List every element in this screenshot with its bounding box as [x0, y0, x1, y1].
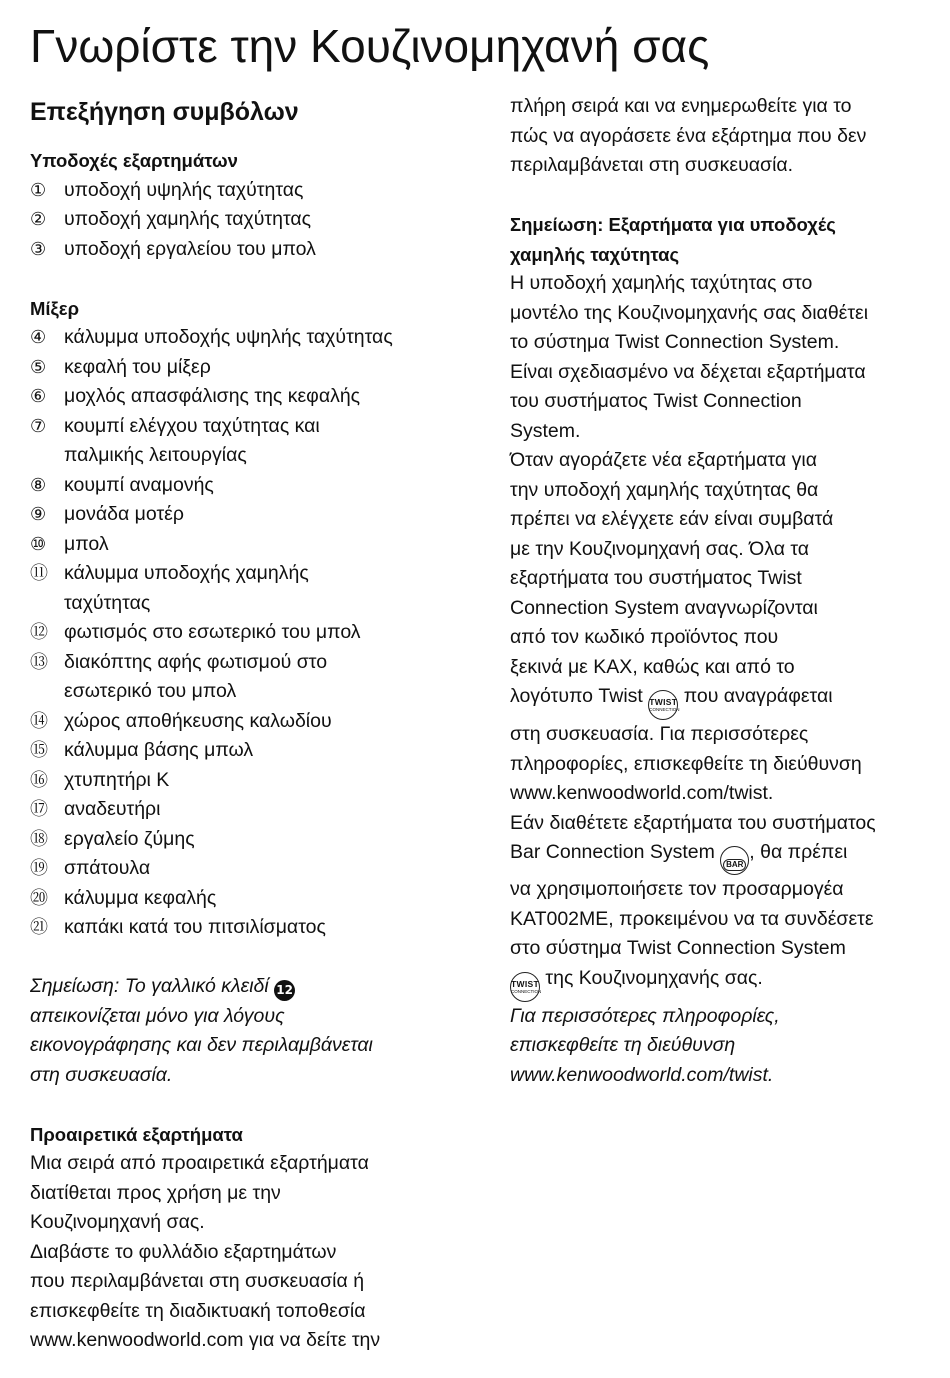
- more-info-note: [510, 1002, 935, 1091]
- item-number-icon: ⑱: [30, 828, 48, 850]
- page-title: Γνωρίστε την Κουζινομηχανή σας: [30, 20, 710, 72]
- list-item: [30, 500, 470, 530]
- text-fragment: της Κουζινομηχανής σας.: [545, 966, 763, 989]
- text-line: Κουζινομηχανή σας.: [30, 1211, 205, 1233]
- item-number-icon: ⑥: [30, 386, 47, 407]
- list-item: [30, 382, 470, 412]
- item-label: εργαλείο ζύμης: [64, 827, 195, 850]
- item-label: σπάτουλα: [64, 857, 151, 879]
- low-speed-note-title: [510, 210, 935, 269]
- text-fragment: που αναγράφεται: [683, 685, 833, 707]
- note-title-line: χαμηλής ταχύτητας: [510, 243, 680, 265]
- list-item: [30, 412, 470, 471]
- text-line: που περιλαμβάνεται στη συσκευασία ή: [30, 1270, 365, 1292]
- text-line: πώς να αγοράσετε ένα εξάρτημα που δεν: [510, 124, 867, 147]
- item-number-icon: ③: [30, 238, 47, 260]
- twist-paragraph: [510, 269, 935, 1002]
- text-line: www.kenwoodworld.com/twist.: [510, 782, 774, 804]
- item-number-icon: ⑳: [30, 887, 48, 909]
- text-line: Διαβάστε το φυλλάδιο εξαρτημάτων: [30, 1240, 337, 1263]
- item-number-icon: ⑯: [30, 769, 48, 791]
- item-label: μονάδα μοτέρ: [64, 503, 184, 525]
- list-item: [30, 736, 470, 766]
- item-label: μπολ: [64, 532, 109, 555]
- twist-connection-logo-icon: TWIST CONNECTION: [648, 690, 678, 720]
- item-label: μοχλός απασφάλισης της κεφαλής: [64, 385, 361, 407]
- text-line: Είναι σχεδιασμένο να δέχεται εξαρτήματα: [510, 360, 866, 383]
- item-number-icon: ㉑: [30, 917, 48, 938]
- item-number-icon: ⑬: [30, 651, 48, 673]
- text-line: Για περισσότερες πληροφορίες,: [510, 1004, 780, 1027]
- list-item: [30, 795, 470, 825]
- number-12-badge-icon: 12: [274, 980, 295, 1001]
- intro-text: [510, 92, 935, 181]
- section-outlets-title: Υποδοχές εξαρτημάτων: [30, 150, 238, 171]
- list-item: [30, 884, 470, 914]
- bar-connection-logo-icon: BAR: [720, 846, 749, 875]
- item-label: διακόπτης αφής φωτισμού στο: [64, 650, 328, 673]
- text-fragment: , θα πρέπει: [749, 841, 848, 863]
- item-label: κεφαλή του μίξερ: [64, 355, 211, 378]
- text-line: Όταν αγοράζετε νέα εξαρτήματα για: [510, 449, 817, 471]
- item-number-icon: ⑧: [30, 474, 47, 496]
- text-line: Εάν διαθέτετε εξαρτήματα του συστήματος: [510, 811, 876, 834]
- item-number-icon: ⑲: [30, 858, 48, 879]
- item-label: κάλυμμα βάσης μπωλ: [64, 739, 254, 761]
- spanner-note-line: εικονογράφησης και δεν περιλαμβάνεται: [30, 1034, 373, 1056]
- item-number-icon: ②: [30, 209, 47, 230]
- text-line: να χρησιμοποιήσετε τον προσαρμογέα: [510, 878, 844, 900]
- right-column: [510, 92, 935, 1090]
- item-number-icon: ⑨: [30, 504, 47, 525]
- list-item: [30, 707, 470, 737]
- item-number-icon: ⑭: [30, 710, 48, 732]
- item-label: κάλυμμα υποδοχής χαμηλής: [64, 562, 309, 584]
- text-line: μοντέλο της Κουζινομηχανής σας διαθέτει: [510, 301, 869, 324]
- spanner-note-line: στη συσκευασία.: [30, 1063, 173, 1086]
- list-item: [30, 559, 470, 618]
- item-label: χτυπητήρι K: [64, 768, 170, 791]
- note-title-line: Σημείωση: Εξαρτήματα για υποδοχές: [510, 214, 836, 235]
- item-label: καπάκι κατά του πιτσιλίσματος: [64, 916, 326, 938]
- text-line: Connection System αναγνωρίζονται: [510, 596, 818, 619]
- item-label: κουμπί ελέγχου ταχύτητας και: [64, 414, 320, 437]
- list-item: [30, 618, 470, 648]
- list-item: [30, 648, 470, 707]
- twist-connection-logo-icon: TWIST CONNECTION: [510, 972, 540, 1002]
- item-label: υποδοχή χαμηλής ταχύτητας: [64, 208, 312, 230]
- item-number-icon: ⑩: [30, 533, 47, 555]
- list-item: [30, 471, 470, 501]
- text-line: περιλαμβάνεται στη συσκευασία.: [510, 154, 794, 176]
- text-line: ξεκινά με KAX, καθώς και από το: [510, 655, 795, 678]
- item-number-icon: ⑮: [30, 740, 48, 761]
- item-label: φωτισμός στο εσωτερικό του μπολ: [64, 621, 361, 643]
- text-line: από τον κωδικό προϊόντος που: [510, 626, 779, 648]
- text-line: πληροφορίες, επισκεφθείτε τη διεύθυνση: [510, 752, 862, 775]
- text-line: εξαρτήματα του συστήματος Twist: [510, 567, 802, 589]
- item-number-icon: ⑪: [30, 563, 48, 584]
- mixer-parts-list: [30, 323, 470, 943]
- text-line: επισκεφθείτε τη διαδικτυακή τοποθεσία: [30, 1299, 366, 1322]
- text-fragment: λογότυπο Twist: [510, 685, 643, 707]
- list-item: [30, 323, 470, 353]
- text-line: επισκεφθείτε τη διεύθυνση: [510, 1034, 736, 1056]
- spanner-note: [30, 972, 470, 1090]
- list-item: [30, 530, 470, 560]
- item-label: κάλυμμα υποδοχής υψηλής ταχύτητας: [64, 326, 393, 348]
- item-number-icon: ⑦: [30, 415, 47, 437]
- text-line: στο σύστημα Twist Connection System: [510, 937, 846, 959]
- list-item: [30, 176, 470, 206]
- section-mixer-title: Μίξερ: [30, 297, 80, 319]
- text-line: πρέπει να ελέγχετε εάν είναι συμβατά: [510, 508, 834, 530]
- list-item: [30, 913, 470, 943]
- text-line: Μια σειρά από προαιρετικά εξαρτήματα: [30, 1152, 369, 1174]
- text-line: διατίθεται προς χρήση με την: [30, 1181, 281, 1204]
- item-number-icon: ⑤: [30, 356, 47, 378]
- text-line: το σύστημα Twist Connection System.: [510, 331, 840, 353]
- item-label: υποδοχή εργαλείου του μπολ: [64, 237, 316, 260]
- list-item: [30, 353, 470, 383]
- text-line: στη συσκευασία. Για περισσότερες: [510, 723, 809, 745]
- spanner-note-line: απεικονίζεται μόνο για λόγους: [30, 1004, 285, 1027]
- item-number-icon: ⑰: [30, 799, 48, 820]
- item-label: παλμικής λειτουργίας: [64, 444, 247, 466]
- item-label: αναδευτήρι: [64, 798, 161, 820]
- item-number-icon: ④: [30, 327, 47, 348]
- item-label: χώρος αποθήκευσης καλωδίου: [64, 709, 332, 732]
- symbols-heading: Επεξήγηση συμβόλων: [30, 98, 299, 126]
- text-line: πλήρη σειρά και να ενημερωθείτε για το: [510, 95, 852, 117]
- outlets-list: [30, 176, 470, 265]
- item-label: ταχύτητας: [64, 591, 151, 614]
- text-line: του συστήματος Twist Connection: [510, 390, 802, 412]
- list-item: [30, 825, 470, 855]
- text-line: με την Κουζινομηχανή σας. Όλα τα: [510, 537, 810, 560]
- item-label: κουμπί αναμονής: [64, 473, 214, 496]
- text-line: System.: [510, 419, 581, 442]
- item-label: υποδοχή υψηλής ταχύτητας: [64, 178, 304, 201]
- list-item: [30, 235, 470, 265]
- website-link-text: www.kenwoodworld.com/twist.: [510, 1063, 774, 1086]
- text-line: Η υποδοχή χαμηλής ταχύτητας στο: [510, 272, 813, 294]
- list-item: [30, 854, 470, 884]
- item-label: εσωτερικό του μπολ: [64, 680, 237, 702]
- optional-attachments-text: [30, 1149, 470, 1356]
- item-number-icon: ①: [30, 179, 47, 201]
- text-fragment: Bar Connection System: [510, 841, 715, 863]
- item-label: κάλυμμα κεφαλής: [64, 886, 217, 909]
- optional-attachments-title: Προαιρετικά εξαρτήματα: [30, 1123, 243, 1145]
- list-item: [30, 205, 470, 235]
- text-line: www.kenwoodworld.com για να δείτε την: [30, 1329, 381, 1351]
- text-line: KAT002ME, προκειμένου να τα συνδέσετε: [510, 907, 874, 930]
- left-column: [30, 92, 470, 1356]
- item-number-icon: ⑫: [30, 622, 48, 643]
- spanner-note-text: Σημείωση: Το γαλλικό κλειδί: [30, 975, 269, 997]
- text-line: την υποδοχή χαμηλής ταχύτητας θα: [510, 478, 819, 501]
- list-item: [30, 766, 470, 796]
